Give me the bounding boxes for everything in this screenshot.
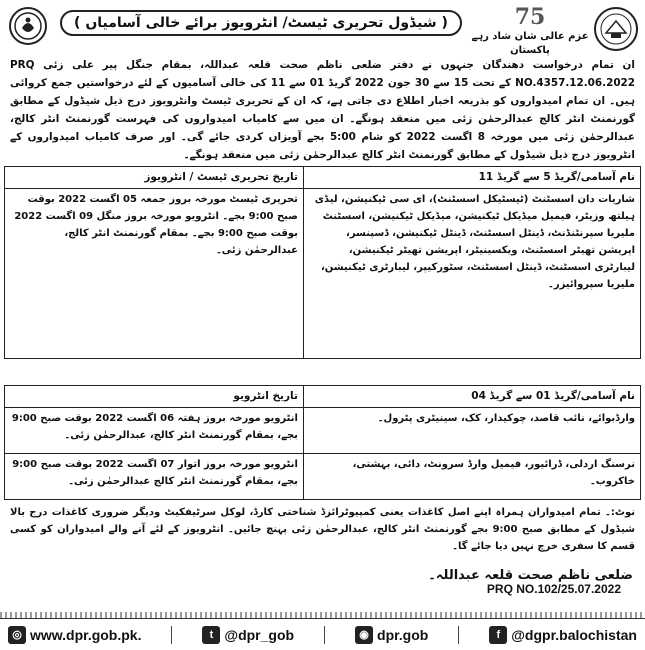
note-paragraph: نوٹ:۔ تمام امیدواران ہمراہ اپنے اصل کاغذات یعنی کمپیوٹرائزڈ شناختی کارڈ، لوکل سرٹیفکیٹ ودیگر ضروری کاغذات درج بالا شیڈول کے مطابق صبح 9:00 بجے گورنمنٹ انٹر کالج، عبدالرحمٰن زئی پہنچ جائیں۔ انٹرویوز کے لئے آنے والے امیدواران کو کسی قسم کا سفری خرچ نہیں دیا جائے گا۔ (10, 507, 635, 552)
intro-paragraph: ان تمام درخواست دھندگان جنہوں نے دفتر ضلعی ناظم صحت قلعہ عبداللہ، بمقام جنگل پیر علی زئی PRQ NO.4357.12.06.2022 کے تحت 15 سے 30 جون 2022 گریڈ 01 سے 11 کی خالی آسامیوں کے لئے درخواستیں جمع کروائی ہیں۔ ان تمام امیدواروں کو بذریعہ اخبار اطلاع دی جاتی ہے، کہ ان کے تحریری ٹیسٹ وانٹرویوز درج ذیل شیڈول کے مطابق گورنمنٹ انٹر کالج عبدالرحمٰن زئی میں منعقد ہونگے۔ ان میں سے کامیاب امیدواروں کی فہرست گورنمنٹ انٹر کالج، عبدالرحمٰن زئی میں مورخہ 8 اگست 2022 کو شام 5:00 بجے آویزاں کردی جائے گی۔ اور صرف کامیاب امیدواروں کے انٹرویوز درج ذیل شیڈول کے مطابق گورنمنٹ انٹر کالج عبدالرحمٰن زئی میں منعقد ہونگے۔ (10, 59, 636, 161)
divider (458, 626, 459, 644)
instagram-icon: ◉ (355, 626, 373, 644)
schedule-cell: تحریری ٹیسٹ مورخہ بروز جمعہ 05 اگست 2022 بوقت صبح 9:00 بجے۔ انٹرویو مورخہ بروز منگل 09 اگست 2022 بوقت صبح 9:00 بجے۔ بمقام گورنمنٹ انٹر کالج، عبدالرحمٰن زئی۔ (5, 189, 304, 359)
footer-bar (0, 618, 645, 650)
table-row (5, 408, 641, 454)
posts-cell: نرسنگ اردلی، ڈرائیور، فیمیل وارڈ سرونٹ، دائی، بہشتی، خاکروب۔ (303, 454, 640, 500)
schedule-cell: انٹرویو مورخہ بروز اتوار 07 اگست 2022 بوقت صبح 9:00 بجے، بمقام گورنمنٹ انٹر کالج عبدالرحمٰن زئی۔ (5, 454, 304, 500)
column-header-schedule: تاریخ انٹرویو (5, 386, 304, 408)
globe-icon: ◎ (8, 626, 26, 644)
facebook-icon: f (489, 626, 507, 644)
government-seal-icon (593, 6, 639, 52)
footer-facebook[interactable] (489, 626, 637, 644)
prq-number: PRQ NO.102/25.07.2022 (486, 582, 621, 596)
table-row (5, 454, 641, 500)
table-header-row (5, 167, 641, 189)
table-header-row (5, 386, 641, 408)
posts-cell: شاریات دان اسسٹنٹ (ٹیسٹیکل اسسٹنٹ)، ای سی ٹیکنیشن، لیڈی ہیلتھ وزیٹر، فیمیل میڈیکل ٹیکنیشن، میڈیکل ٹیکنیشن، اسسٹنٹ ملیریا سپرنٹنڈنٹ، ڈینٹل اسسٹنٹ، ڈینٹل ٹیکنیشن، ڈسپنسر، اپریشن تھیٹر اسسٹنٹ، ویکسینیٹر، اپریشن تھیٹر ٹیکنیشن، لیبارٹری اسسٹنٹ، ڈینٹل اسسٹنٹ، سٹورکیپر، لیبارٹری ٹیکنیشن، ملیریا سپروائیزر۔ (303, 189, 640, 359)
header (4, 4, 641, 56)
column-header-schedule: تاریخ تحریری ٹیسٹ / انٹرویوز (5, 167, 304, 189)
footer-website[interactable] (8, 626, 141, 644)
column-header-posts: نام آسامی/گریڈ 01 سے گریڈ 04 (303, 386, 640, 408)
divider (324, 626, 325, 644)
footer-instagram[interactable] (355, 626, 428, 644)
schedule-table-grade-1-4 (4, 385, 641, 500)
page-title: ( شیڈول تحریری ٹیسٹ/ انٹرویوز برائے خالی آسامیاں ) (60, 10, 462, 36)
footer-twitter-text: @dpr_gob (224, 626, 295, 643)
footer-instagram-text: dpr.gob (377, 626, 429, 643)
column-header-posts: نام آسامی/گریڈ 5 سے گریڈ 11 (303, 167, 640, 189)
health-department-logo-icon (8, 6, 48, 46)
anniversary-badge (470, 6, 590, 56)
divider (171, 626, 172, 644)
posts-cell: وارڈبوائے، نائب قاصد، چوکیدار، کک، سینیٹری پٹرول۔ (303, 408, 640, 454)
anniversary-tagline: عزم عالی شان شاد رہے پاکستان (471, 31, 589, 56)
anniversary-number: 75 (514, 4, 546, 30)
footer-website-text: www.dpr.gob.pk. (30, 626, 142, 643)
footer-facebook-text: @dgpr.balochistan (511, 626, 637, 643)
schedule-table-grade-5-11 (4, 166, 641, 359)
schedule-cell: انٹرویو مورخہ بروز ہفتہ 06 اگست 2022 بوقت صبح 9:00 بجے، بمقام گورنمنٹ انٹر کالج، عبدالرحمٰن زئی۔ (5, 408, 304, 454)
signature-text: ضلعی ناظم صحت قلعہ عبداللہ۔ (428, 568, 633, 583)
twitter-icon: t (202, 626, 220, 644)
signature-row (4, 564, 641, 598)
table-row (5, 189, 641, 359)
footer-twitter[interactable] (202, 626, 294, 644)
